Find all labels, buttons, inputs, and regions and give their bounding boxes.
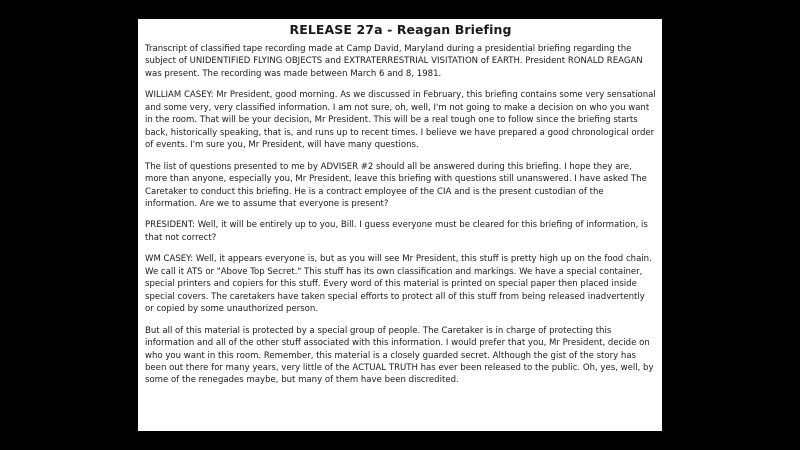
questions-paragraph: The list of questions presented to me by ADVISER #2 should all be answered during this briefing. I hope they are, more than anyone, especially you, Mr President, leave this briefing with questions still unanswered. I have asked The Caretaker to conduct this briefing. He is a contract employee of the CIA and is the present custodian of the information. Are we to assume that everyone is present? — [145, 161, 647, 209]
document-title: RELEASE 27a - Reagan Briefing — [289, 22, 512, 37]
protection-paragraph: But all of this material is protected by a special group of people. The Caretaker is in charge of protecting this information and all of the other stuff associated with this information. I would prefer that you, Mr President, decide on who you want in this room. Remember, this material is a closely guarded secret. Although the gist of the story has been out there for many years, very little of the ACTUAL TRUTH has ever been released to the public. Oh, yes, well, by some of the renegades maybe, but many of them have been discredited. — [145, 325, 654, 386]
intro-paragraph: Transcript of classified tape recording made at Camp David, Maryland during a presidential briefing regarding the subject of UNIDENTIFIED FLYING OBJECTS and EXTRATERRESTRIAL VISITATION of EARTH. President RONALD REAGAN was present. The recording was made between March 6 and 8, 1981. — [145, 44, 643, 79]
document-page — [138, 19, 662, 431]
president-paragraph: PRESIDENT: Well, it will be entirely up to you, Bill. I guess everyone must be cleared for this briefing of information, is that not correct? — [145, 220, 648, 243]
casey-opening-paragraph: WILLIAM CASEY: Mr President, good morning. As we discussed in February, this briefing contains some very sensational and some very, very classified information. I am not sure, oh, well, I'm not going to make a decision on who you want in the room. That will be your decision, Mr President. This will be a real tough one to follow since the briefing starts back, historically speaking, that is, and runs up to recent times. I believe we have prepared a good chronological order of events. I'm sure you, Mr President, will have many questions. — [145, 90, 656, 151]
casey-ats-paragraph: WM CASEY: Well, it appears everyone is, but as you will see Mr President, this stuff is pretty high up on the food chain. We call it ATS or "Above Top Secret." This stuff has its own classification and markings. We have a special container, special printers and copiers for this stuff. Every word of this material is printed on special paper then placed inside special covers. The caretakers have taken special efforts to protect all of this stuff from being released inadvertently or copied by some unauthorized person. — [145, 254, 652, 315]
